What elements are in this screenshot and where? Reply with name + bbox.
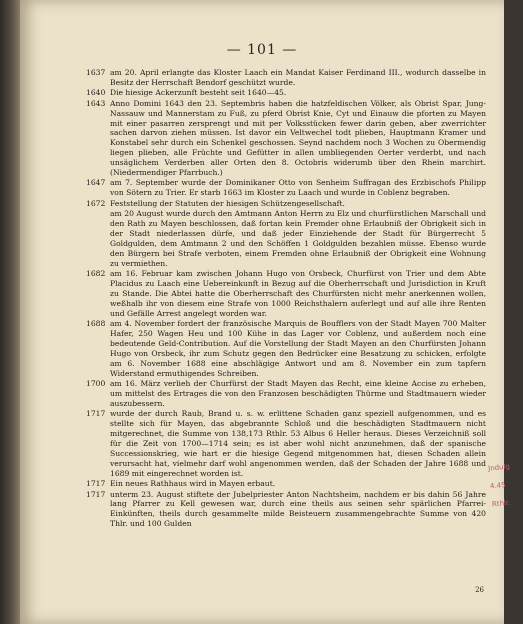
entry-1682 <box>86 269 486 319</box>
entry-1717-b <box>86 479 486 489</box>
entry-text: am 7. September wurde der Dominikaner Otto von Senheim Suffragan des Erzbischofs Philipp von Sötern zu Trier. Er starb 1663 im Kloster zu Laach und wurde in Coblenz begraben. <box>110 178 486 198</box>
entry-text: Anno Domini 1643 den 23. Septembris haben die hatzfeldischen Völker, als Obrist Spar, Jung-Nassauw und Mannerstam zu Fuß, zu pferd Obrist Knie, Cyt und Einauw die pforten zu Mayen mit einer pasarren zersprengt und mit per Volksstücken fewer darin geben, aber zwerrichter sachen darvon ziehen müssen. Ist davor ein Veltwechel todt plieben, Hauptmann Kramer und Konstabel sehr durch ein Schenkel geschossen. Seynd nachdem noch 3 Wochen zu Obermendig liegen plieben, alle Früchte und Gefütter in allen umbliegenden Oerter verderbt, und nach unsäglichem Verderben aller Orten den 8. Octobris widerumb über den Rhein marchirt. (Niedermendiger Pfarrbuch.) <box>110 98 486 178</box>
entry-year: 1717 <box>86 409 106 419</box>
entry-1688 <box>86 319 486 378</box>
entry-1637 <box>86 68 486 88</box>
entry-text: am 16. Februar kam zwischen Johann Hugo von Orsbeck, Churfürst von Trier und dem Abte Placidus zu Laach eine Uebereinkunft in Bezug auf die Oberherrschaft und Jurisdiction in Kruft zu Stande. Die Abtei hatte die Oberherrschaft des Churfürsten nicht mehr anerkennen wollen, weßhalb ihr von diesem eine Strafe von 1000 Reichsthalern auferlegt und auf alle ihre Renten und Gefälle Arrest angelegt worden war. <box>110 269 486 318</box>
marginalia-note: 4.45 <box>489 480 507 491</box>
entry-1640 <box>86 88 486 98</box>
entry-text: Die hiesige Ackerzunft besteht seit 1640—45. <box>110 88 287 98</box>
entry-text: am 16. März verlieh der Churfürst der Stadt Mayen das Recht, eine kleine Accise zu erheben, um mittelst des Ertrages die von den Franzosen beschädigten Thürme und Stadtmauern wieder auszubessern. <box>110 379 486 408</box>
entry-year: 1688 <box>86 319 106 329</box>
entry-text: am 20. April erlangte das Kloster Laach ein Mandat Kaiser Ferdinand III., wodurch dasselbe in Besitz der Herrschaft Bendorf geschützt wurde. <box>110 68 486 87</box>
marginalia-note: Rthlr. <box>491 498 511 509</box>
entry-year <box>86 209 110 268</box>
entry-year: 1700 <box>86 379 106 389</box>
marginalia-note: Jndulg <box>487 462 511 473</box>
entry-year: 1640 <box>86 88 106 98</box>
entry-1700 <box>86 379 486 409</box>
entry-text: wurde der durch Raub, Brand u. s. w. erlittene Schaden ganz speziell aufgenommen, und es stellte sich für Mayen, das abgebrannte Schloß und die beschädigten Stadtmauern nicht mitgerechnet, die Summe von 138,173 Rthlr. 53 Albus 6 Heller heraus. Dieses Verzeichniß soll für die Zeit von 1700—1714 sein; es ist aber wohl nicht anzunehmen, daß der spanische Successionskrieg, wie hart er die hiesige Gegend mitgenommen hat, diesen Schaden allein verursacht hat, vielmehr darf wohl angenommen werden, daß der Schaden der Jahre 1688 und 1689 mit eingerechnet worden ist. <box>110 409 486 478</box>
entry-year: 1647 <box>86 178 106 188</box>
entry-text: Ein neues Rathhaus wird in Mayen erbaut. <box>110 479 276 489</box>
entry-year: 1637 <box>86 68 106 77</box>
entry-1647 <box>86 178 486 198</box>
entry-text: Feststellung der Statuten der hiesigen Schützengesellschaft. <box>110 198 345 208</box>
entry-text: am 20 August wurde durch den Amtmann Anton Herrn zu Elz und churfürstlichen Marschall und den Rath zu Mayen beschlossen, daß fortan kein Fremder ohne Erlaubniß der Obrigkeit sich in der Stadt niederlassen dürfe, und daß jeder Einziehende der Stadt für Bürgerrecht 5 Goldgulden, dem Amtmann 2 und den Schöffen 1 Goldgulden bezahlen müsse. Ebenso wurde den Bürgern bei Strafe verboten, einem Fremden ohne Erlaubniß der Obrigkeit eine Wohnung zu vermiethen. <box>110 209 486 268</box>
signature-mark: 26 <box>475 586 484 594</box>
entry-1643 <box>86 99 486 178</box>
entry-1717-a <box>86 409 486 478</box>
entry-year: 1672 <box>86 198 106 208</box>
entry-year: 1717 <box>86 489 106 499</box>
chronicle-entries <box>86 68 486 529</box>
entry-year: 1717 <box>86 479 106 489</box>
entry-text: unterm 23. August stiftete der Jubelpriester Anton Nachtsheim, nachdem er bis dahin 56 Jahre lang Pfarrer zu Kell gewesen war, durch eine theils aus seinen sehr spärlichen Pfarrei-Einkünften, theils durch gesammelte milde Beisteuern zusammengebrachte Summe von 420 Thlr. und 100 Gulden <box>110 489 486 529</box>
handwritten-marginalia <box>487 457 522 514</box>
entry-year: 1682 <box>86 269 106 279</box>
book-page <box>20 0 511 624</box>
entry-1672 <box>86 199 486 209</box>
page-number: — 101 — <box>226 42 298 58</box>
entry-1717-c <box>86 490 486 530</box>
entry-text: am 4. November fordert der französische Marquis de Boufflers von der Stadt Mayen 700 Malter Hafer, 250 Wagen Heu und 100 Kühe in das Lager vor Coblenz, und außerdem noch eine bedeutende Geld-Contribution. Auf die Vorstellung der Stadt Mayen an den Churfürsten Johann Hugo von Orsbeck, ihr zum Schutz gegen den Bedrücker eine Besatzung zu schicken, erfolgte am 6. November 1688 eine abschlägige Antwort und am 8. November ein zum tapfern Widerstand ermuthigendes Schreiben. <box>110 319 486 378</box>
entry-year: 1643 <box>86 98 106 108</box>
book-spine <box>0 0 20 624</box>
entry-1672-b <box>86 209 486 268</box>
